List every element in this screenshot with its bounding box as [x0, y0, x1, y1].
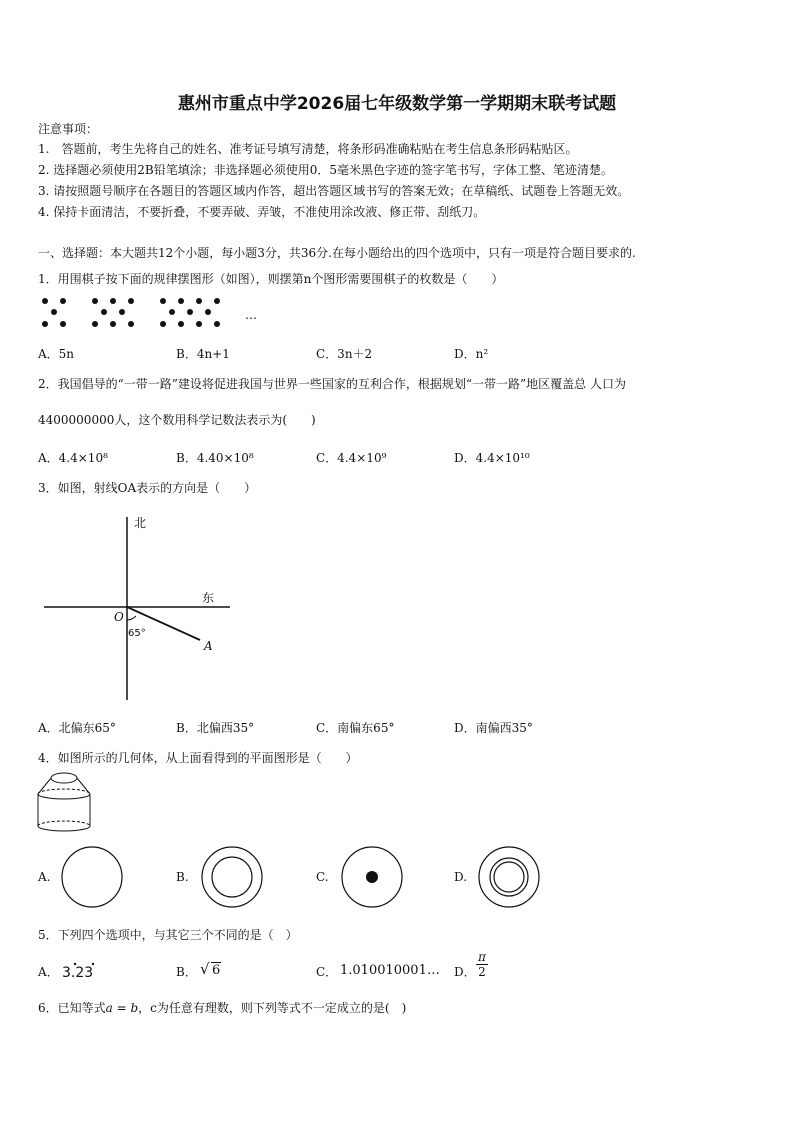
label-origin: O [114, 610, 124, 624]
option-d-ring-circles [477, 845, 541, 909]
question-5-stem: 5．下列四个选项中，与其它三个不同的是（ ） [38, 928, 298, 942]
pattern-ellipsis: … [245, 308, 257, 322]
question-2-option-a: A．4.4×10⁸ [38, 451, 108, 465]
label-angle: 65° [128, 628, 146, 639]
question-3-option-b: B．北偏西35° [176, 721, 255, 735]
question-1-option-c: C．3n＋2 [316, 347, 373, 361]
question-3-stem: 3．如图，射线OA表示的方向是（ ） [38, 481, 257, 495]
option-c-circle-with-dot [340, 845, 404, 909]
repeating-dots [69, 961, 99, 967]
sqrt-radicand: 6 [212, 963, 221, 978]
go-stones-pattern-figure [38, 296, 268, 332]
fraction-denominator: 2 [478, 965, 486, 979]
question-4-label-d: D. [454, 870, 468, 884]
question-3-option-d: D．南偏西35° [454, 721, 533, 735]
notice-item-2: 2. 选择题必须使用2B铅笔填涂；非选择题必须使用0．5毫米黑色字迹的签字笔书写，字体工整、笔迹清楚。 [38, 163, 613, 177]
question-1-option-d: D．n² [454, 347, 489, 361]
question-4-label-c: C. [316, 870, 329, 884]
angle-arc [127, 616, 136, 620]
fraction-pi-over-2 [476, 950, 488, 979]
option-a-circle [60, 845, 124, 909]
question-5-label-d: D． [454, 965, 476, 979]
question-2-option-c: C．4.4×10⁹ [316, 451, 387, 465]
question-3-option-a: A．北偏东65° [38, 721, 116, 735]
question-2-option-d: D．4.4×10¹⁰ [454, 451, 530, 465]
repeating-decimal-value: 3.23 [62, 965, 94, 981]
sqrt-symbol: √ [200, 960, 210, 978]
label-east: 东 [202, 591, 215, 605]
question-3-option-c: C．南偏东65° [316, 721, 395, 735]
question-1-option-a: A．5n [38, 347, 75, 361]
question-5-label-b: B． [176, 965, 197, 979]
nonrepeating-decimal: 1.010010001… [340, 963, 440, 978]
question-2-stem-line-2: 4400000000人，这个数用科学记数法表示为( ) [38, 413, 316, 427]
option-b-concentric-circles [200, 845, 264, 909]
question-1-stem: 1．用围棋子按下面的规律摆图形（如图），则摆第n个图形需要围棋子的枚数是（ ） [38, 272, 504, 286]
question-2-stem-line-1: 2．我国倡导的“一带一路”建设将促进我国与世界一些国家的互利合作，根据规划“一带一路”地区覆盖总 人口为 [38, 377, 626, 391]
notice-item-1: 1. 答题前，考生先将自己的姓名、准考证号填写清楚，将条形码准确粘贴在考生信息条形码粘贴区。 [38, 142, 578, 156]
fraction-numerator: π [478, 950, 486, 964]
question-6-stem-prefix: 6．已知等式 [38, 1001, 106, 1015]
question-1-option-b: B．4n+1 [176, 347, 230, 361]
question-4-stem: 4．如图所示的几何体，从上面看得到的平面图形是（ ） [38, 751, 358, 765]
question-5-label-a: A． [38, 965, 59, 979]
question-4-label-a: A. [38, 870, 51, 884]
direction-diagram [40, 512, 240, 704]
question-5-label-c: C． [316, 965, 338, 979]
question-6-stem [38, 1000, 406, 1016]
question-6-stem-suffix: ，c为任意有理数，则下列等式不一定成立的是( ) [138, 1001, 407, 1015]
page-title: 惠州市重点中学2026届七年级数学第一学期期末联考试题 [177, 94, 617, 114]
question-6-equation: a = b [105, 1001, 139, 1015]
label-a: A [204, 639, 213, 653]
notice-heading: 注意事项： [38, 122, 99, 136]
label-north: 北 [134, 516, 147, 530]
solid-figure [34, 770, 94, 836]
question-4-label-b: B. [176, 870, 189, 884]
notice-item-3: 3. 请按照题号顺序在各题目的答题区域内作答，超出答题区域书写的答案无效；在草稿纸、试题卷上答题无效。 [38, 184, 630, 198]
question-2-option-b: B．4.40×10⁸ [176, 451, 254, 465]
section-heading: 一、选择题：本大题共12个小题，每小题3分，共36分.在每小题给出的四个选项中，只有一项是符合题目要求的. [38, 246, 636, 260]
notice-item-4: 4. 保持卡面清洁，不要折叠，不要弄破、弄皱，不准使用涂改液、修正带、刮纸刀。 [38, 205, 486, 219]
